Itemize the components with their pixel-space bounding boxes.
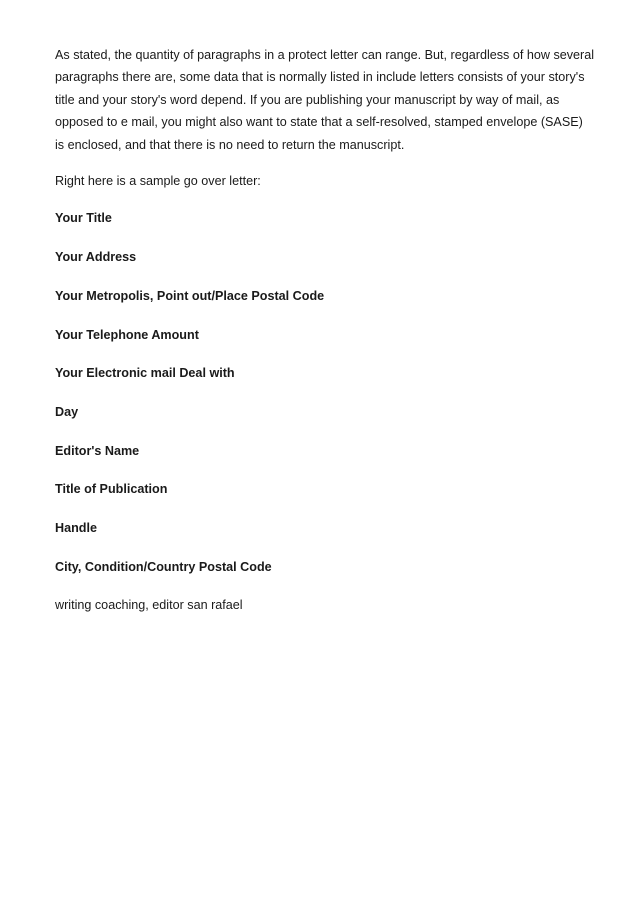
field-your-address: Your Address — [55, 250, 137, 265]
field-telephone: Your Telephone Amount — [55, 327, 199, 342]
field-handle: Handle — [55, 521, 97, 536]
field-city-country-postal: City, Condition/Country Postal Code — [55, 559, 272, 574]
document-page — [55, 44, 595, 617]
intro-paragraph: As stated, the quantity of paragraphs in a protect letter can range. But, regardless of how several paragraphs there are, some data that is normally listed in include letters consists of your story's title and your story's word depend. If you are publishing your manuscript by way of mail, as opposed to e mail, you might also want to state that a self-resolved, stamped envelope (SASE) is enclosed, and that there is no need to return the manuscript. — [55, 48, 595, 152]
field-day: Day — [55, 404, 79, 419]
field-email: Your Electronic mail Deal with — [55, 366, 235, 381]
field-editor-name: Editor's Name — [55, 443, 140, 458]
closing-line: writing coaching, editor san rafael — [55, 598, 243, 613]
lead-in-text: Right here is a sample go over letter: — [55, 174, 261, 189]
field-publication-title: Title of Publication — [55, 482, 168, 497]
field-your-title: Your Title — [55, 211, 112, 226]
field-city-state-postal: Your Metropolis, Point out/Place Postal Code — [55, 288, 325, 303]
